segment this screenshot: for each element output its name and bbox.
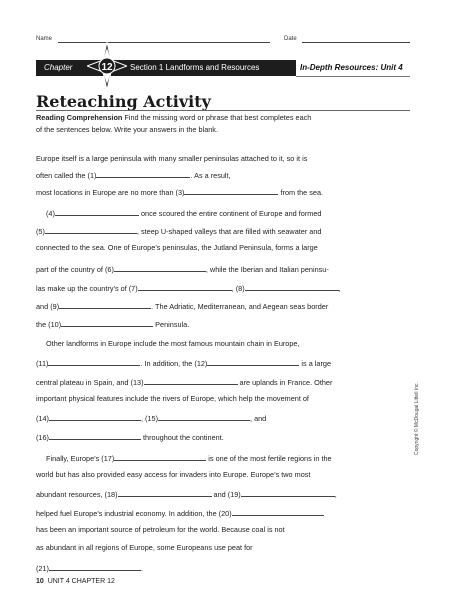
blank-10[interactable] <box>61 318 153 327</box>
blank-15[interactable] <box>158 412 250 421</box>
page-title: Reteaching Activity <box>36 92 211 111</box>
blank-1[interactable] <box>96 169 190 178</box>
body-line-16: (16) throughout the continent. <box>36 433 224 442</box>
body-line-1: Europe itself is a large peninsula with many smaller peninsulas attached to it, so it is <box>36 154 308 163</box>
page-footer <box>36 578 115 585</box>
body-line-10: the (10) Peninsula. <box>36 320 190 329</box>
body-line-11: Other landforms in Europe include the most famous mountain chain in Europe, <box>46 339 300 348</box>
body-line-15: (14) , (15) , and <box>36 414 267 423</box>
blank-17[interactable] <box>114 452 206 461</box>
body-line-19: abundant resources, (18) and (19) , <box>36 490 337 499</box>
blank-5[interactable] <box>45 225 137 234</box>
instructions <box>36 112 410 136</box>
instructions-heading: Reading Comprehension <box>36 113 123 122</box>
body-line-8: las make up the country’s of (7) , (8) , <box>36 284 341 293</box>
name-label: Name <box>36 36 53 42</box>
chapter-label: Chapter <box>44 63 73 72</box>
blank-12[interactable] <box>207 357 299 366</box>
chapter-number: 12 <box>101 62 113 73</box>
body-line-14: important physical features include the rivers of Europe, which help the movement of <box>36 394 309 403</box>
blank-21[interactable] <box>49 562 141 571</box>
body-line-4: (4) once scoured the entire continent of Europe and formed <box>46 209 322 218</box>
body-line-21: has been an important source of petroleum for the world. Because coal is not <box>36 525 285 534</box>
blank-18[interactable] <box>118 488 212 497</box>
blank-20[interactable] <box>232 507 324 516</box>
blank-13[interactable] <box>144 376 238 385</box>
body-line-22: as abundant in all regions of Europe, some Europeans use peat for <box>36 543 253 552</box>
resources-label: In-Depth Resources: Unit 4 <box>300 63 403 72</box>
blank-7[interactable] <box>138 282 232 291</box>
body-line-18: world but has also provided easy access for invaders into Europe. Europe’s two most <box>36 470 311 479</box>
instructions-line2: of the sentences below. Write your answers in the blank. <box>36 125 218 134</box>
date-label: Date <box>284 36 297 42</box>
instructions-line1: Find the missing word or phrase that best completes each <box>122 113 312 122</box>
blank-4[interactable] <box>55 207 139 216</box>
blank-11[interactable] <box>48 357 140 366</box>
blank-3[interactable] <box>184 186 278 195</box>
copyright-notice: Copyright © McDougal Littell Inc. <box>414 382 420 455</box>
blank-8[interactable] <box>245 282 339 291</box>
unit-chapter-label: UNIT 4 CHAPTER 12 <box>47 578 115 585</box>
body-line-2: often called the (1) . As a result, <box>36 171 231 180</box>
body-line-13: central plateau in Spain, and (13) are uplands in France. Other <box>36 378 333 387</box>
compass-star-icon <box>87 42 127 90</box>
body-line-7: part of the country of (6) , while the Iberian and Italian peninsu- <box>36 265 329 274</box>
date-field-line[interactable] <box>302 42 410 43</box>
title-divider <box>36 110 410 111</box>
blank-19[interactable] <box>241 488 335 497</box>
blank-14[interactable] <box>49 412 141 421</box>
blank-9[interactable] <box>59 300 151 309</box>
body-line-5: (5) , steep U-shaped valleys that are filled with seawater and <box>36 227 322 236</box>
blank-16[interactable] <box>49 431 141 440</box>
body-line-20: helped fuel Europe’s industrial economy. In addition, the (20) <box>36 507 324 518</box>
blank-6[interactable] <box>114 263 206 272</box>
section-title: Section 1 Landforms and Resources <box>130 63 260 72</box>
page-number: 10 <box>36 578 44 585</box>
body-line-9: and (9) . The Adriatic, Mediterranean, and Aegean seas border <box>36 302 329 311</box>
body-line-6: connected to the sea. One of Europe’s peninsulas, the Jutland Peninsula, forms a large <box>36 243 318 252</box>
body-line-23: (21) . <box>36 564 144 573</box>
body-line-3: most locations in Europe are no more than (3) from the sea. <box>36 188 324 197</box>
body-line-17: Finally, Europe’s (17) is one of the most fertile regions in the <box>46 454 332 463</box>
body-line-12: (11) . In addition, the (12) is a large <box>36 359 332 368</box>
